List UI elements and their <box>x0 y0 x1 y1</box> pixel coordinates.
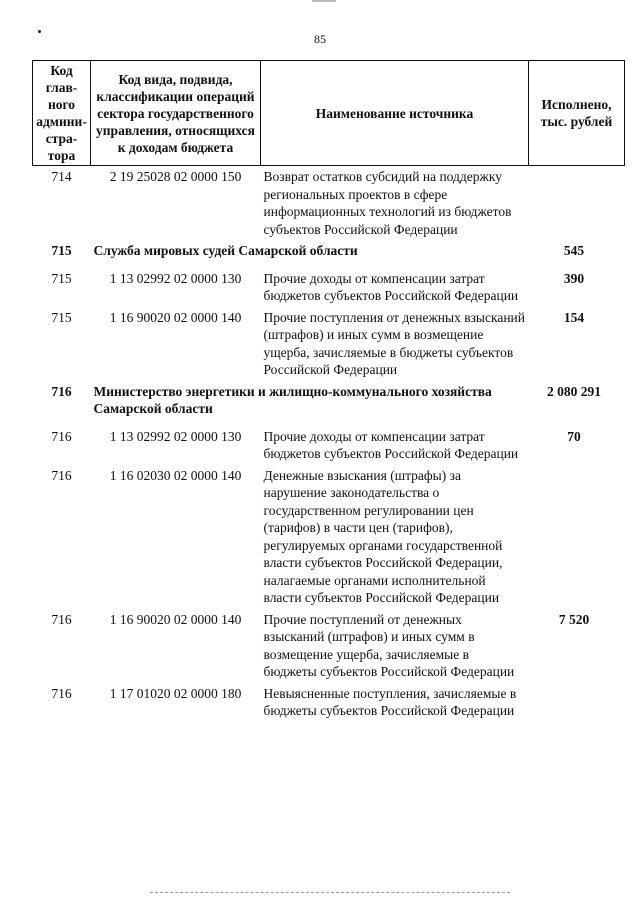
table-row <box>33 609 625 683</box>
amount-cell: 154 <box>563 309 585 325</box>
admin-code-cell: 716 <box>51 467 72 483</box>
amount-cell: 2 080 291 <box>547 383 601 399</box>
admin-code-cell: 715 <box>51 270 72 286</box>
source-name-cell: Невыясненные поступления, зачисляемые в бюджеты субъектов Российской Федерации <box>263 685 517 718</box>
source-name-cell: Денежные взыскания (штрафы) за нарушение законодательства о государственном регулировании цен (тарифов) в части цен (тарифов), регулируемых органами государственной власти субъектов Российской Федерации, налагаемые органами исполнительной власти субъектов Российской Федерации <box>263 467 503 605</box>
table-row <box>33 268 625 307</box>
table-group-row <box>33 381 625 426</box>
classification-code-cell: 1 17 01020 02 0000 180 <box>109 685 242 701</box>
amount-cell: 70 <box>567 428 581 444</box>
admin-code-cell: 716 <box>51 383 72 399</box>
table-row <box>33 683 625 722</box>
page-number: 85 <box>314 32 326 46</box>
amount-cell <box>529 166 625 241</box>
admin-code-cell: 714 <box>51 169 72 184</box>
table-row <box>33 426 625 465</box>
table-header <box>33 61 625 166</box>
table-body <box>33 166 625 722</box>
source-name-cell: Прочие доходы от компенсации затрат бюджетов субъектов Российской Федерации <box>263 270 519 303</box>
header-executed-amount: Исполнено, тыс. рублей <box>529 61 625 166</box>
table-group-row <box>33 240 625 268</box>
table-row <box>33 307 625 381</box>
source-name-cell: Прочие доходы от компенсации затрат бюджетов субъектов Российской Федерации <box>263 428 519 461</box>
source-name-cell: Прочие поступлений от денежных взысканий (штрафов) и иных сумм в возмещение ущерба, зачисляемые в бюджеты субъектов Российской Федерации <box>263 611 515 679</box>
header-source-name: Наименование источника <box>261 61 529 166</box>
admin-code-cell: 715 <box>51 243 72 258</box>
scan-artifact-top <box>312 0 336 2</box>
source-name-cell: Возврат остатков субсидий на поддержку региональных проектов в сфере информационных технологий из бюджетов субъектов Российской Федерации <box>263 169 512 237</box>
admin-code-cell: 716 <box>51 611 72 627</box>
table-row <box>33 166 625 241</box>
amount-cell: 545 <box>563 243 585 258</box>
source-name-cell: Прочие поступления от денежных взысканий (штрафов) и иных сумм в возмещение ущерба, зачисляемые в бюджеты субъектов Российской Федерации <box>263 309 526 377</box>
classification-code-cell: 1 16 02030 02 0000 140 <box>109 467 242 483</box>
administrator-name-cell: Служба мировых судей Самарской области <box>93 243 358 258</box>
table-row <box>33 465 625 609</box>
amount-cell: 390 <box>563 270 585 286</box>
admin-code-cell: 716 <box>51 428 72 444</box>
amount-cell <box>529 683 625 722</box>
classification-code-cell: 1 13 02992 02 0000 130 <box>109 428 242 444</box>
classification-code-cell: 1 13 02992 02 0000 130 <box>109 270 242 286</box>
scan-artifact-bottom-line <box>150 892 510 893</box>
admin-code-cell: 715 <box>51 309 72 325</box>
classification-code-cell: 1 16 90020 02 0000 140 <box>109 309 242 325</box>
administrator-name-cell: Министерство энергетики и жилищно-коммунального хозяйства Самарской области <box>93 383 492 416</box>
admin-code-cell: 716 <box>51 685 72 701</box>
header-admin-code: Код главного администратора <box>33 61 91 166</box>
header-classification-code: Код вида, подвида, классификации операций сектора государственного управления, относящихся к доходам бюджета <box>91 61 261 166</box>
amount-cell: 7 520 <box>558 611 590 627</box>
budget-income-table <box>32 60 625 722</box>
classification-code-cell: 2 19 25028 02 0000 150 <box>109 169 242 184</box>
classification-code-cell: 1 16 90020 02 0000 140 <box>109 611 242 627</box>
amount-cell <box>529 465 625 609</box>
